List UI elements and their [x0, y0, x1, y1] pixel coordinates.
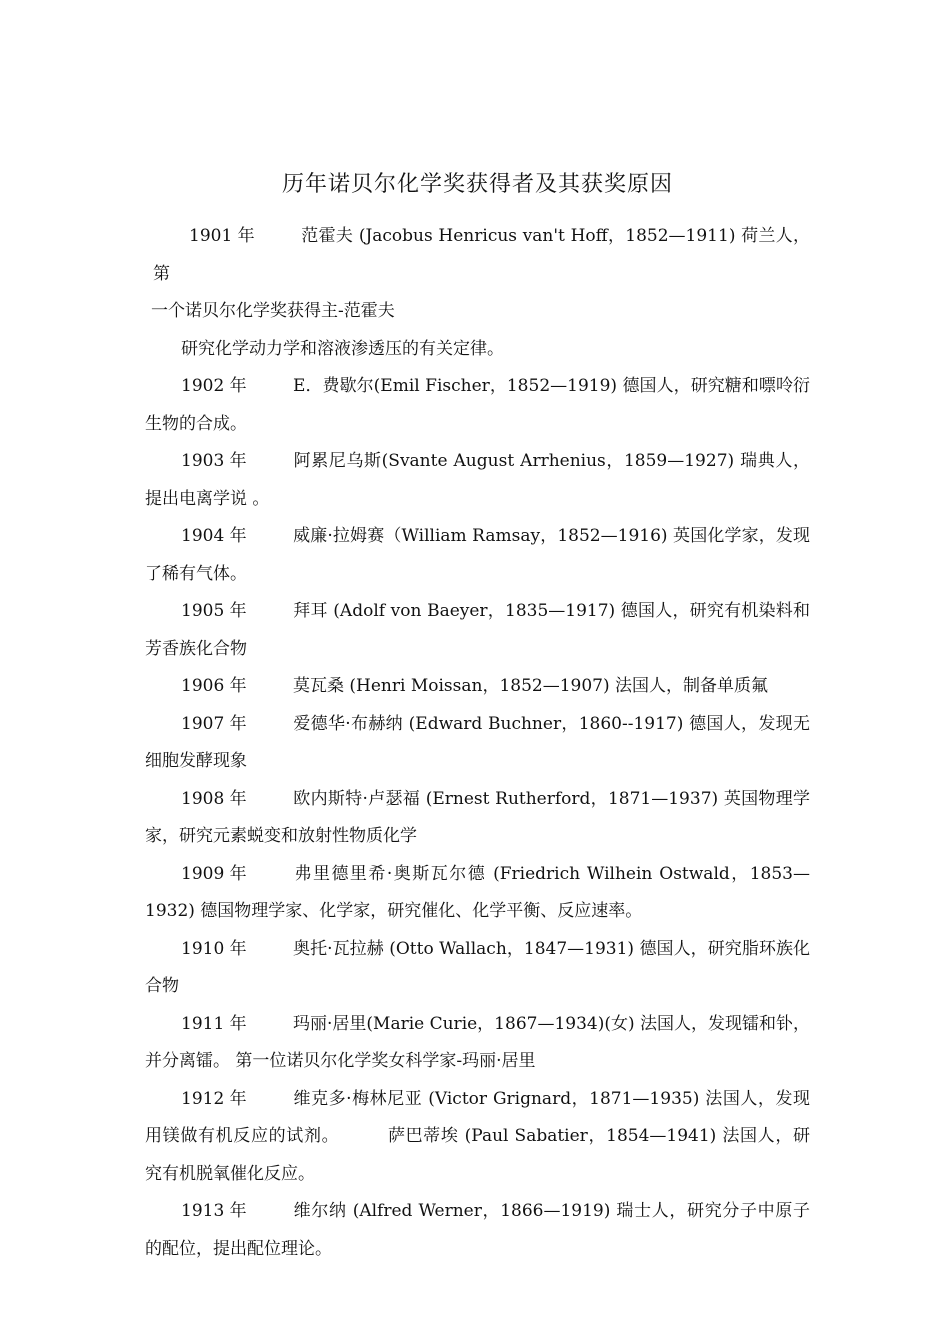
entry-year: 1904 年: [181, 526, 247, 546]
entry-1901-note: [145, 331, 810, 369]
entry-1906: [145, 668, 810, 706]
entry-text: 弗里德里希·奥斯瓦尔德 (Friedrich Wilhein Ostwald，1853—1932) 德国物理学家、化学家，研究催化、化学平衡、反应速率。: [145, 863, 810, 921]
entry-year: 1909 年: [181, 863, 247, 884]
entry-text: 爱德华·布赫纳 (Edward Buchner，1860--1917) 德国人，发现无细胞发酵现象: [145, 713, 810, 771]
entry-year: 1911 年: [181, 1013, 247, 1034]
entry-1903: [145, 443, 810, 518]
entry-continuation: 一个诺贝尔化学奖获得主-范霍夫: [151, 301, 395, 321]
entry-text: 维克多·梅林尼亚 (Victor Grignard，1871—1935) 法国人，发现用镁做有机反应的试剂。: [145, 1088, 810, 1146]
entry-year: 1907 年: [181, 713, 247, 734]
entry-1901: [145, 218, 810, 331]
entry-year: 1902 年: [181, 376, 247, 396]
entry-text: 研究化学动力学和溶液渗透压的有关定律。: [181, 338, 504, 359]
entry-text: 范霍夫 (Jacobus Henricus van't Hoff，1852—1911) 荷兰人，第: [153, 226, 810, 284]
entry-text: 奥托·瓦拉赫 (Otto Wallach，1847—1931) 德国人，研究脂环族化合物: [145, 938, 810, 996]
document-body: [145, 218, 810, 1268]
entry-1902: [145, 368, 810, 443]
entry-1910: [145, 931, 810, 1006]
entry-text: 维尔纳 (Alfred Werner，1866—1919) 瑞士人，研究分子中原子的配位，提出配位理论。: [145, 1201, 810, 1259]
entry-year: 1901 年: [189, 226, 255, 246]
entry-year: 1906 年: [181, 676, 247, 696]
entry-text: 玛丽·居里(Marie Curie，1867—1934)(女) 法国人，发现镭和钋，并分离镭。 第一位诺贝尔化学奖女科学家-玛丽·居里: [145, 1013, 811, 1071]
entry-1913: [145, 1193, 810, 1268]
entry-text: 莫瓦桑 (Henri Moissan，1852—1907) 法国人，制备单质氟: [293, 676, 769, 696]
entry-year: 1905 年: [181, 601, 247, 621]
entry-1905: [145, 593, 810, 668]
entry-1912: [145, 1081, 810, 1194]
entry-1909: [145, 856, 810, 931]
entry-text: 欧内斯特·卢瑟福 (Ernest Rutherford，1871—1937) 英国物理学家，研究元素蜕变和放射性物质化学: [145, 788, 810, 846]
entry-text: 阿累尼乌斯(Svante August Arrhenius，1859—1927) 瑞典人，提出电离学说 。: [145, 451, 810, 509]
entry-text: E．费歇尔(Emil Fischer，1852—1919) 德国人，研究糖和嘌呤衍生物的合成。: [145, 376, 810, 434]
entry-year: 1903 年: [181, 451, 247, 471]
entry-1911: [145, 1006, 810, 1081]
entry-1904: [145, 518, 810, 593]
entry-1907: [145, 706, 810, 781]
entry-text: 威廉·拉姆赛（William Ramsay，1852—1916) 英国化学家，发现了稀有气体。: [145, 526, 810, 584]
entry-year: 1913 年: [181, 1201, 247, 1221]
entry-1908: [145, 781, 810, 856]
entry-year: 1908 年: [181, 788, 247, 809]
entry-text-second: 萨巴蒂埃 (Paul Sabatier，1854—1941) 法国人，研究有机脱氧催化反应。: [145, 1126, 811, 1184]
document-title: 历年诺贝尔化学奖获得者及其获奖原因: [281, 172, 673, 197]
entry-year: 1912 年: [181, 1088, 247, 1109]
entry-year: 1910 年: [181, 938, 247, 959]
entry-text: 拜耳 (Adolf von Baeyer，1835—1917) 德国人，研究有机染料和芳香族化合物: [145, 601, 810, 659]
document-page: [145, 0, 810, 1344]
